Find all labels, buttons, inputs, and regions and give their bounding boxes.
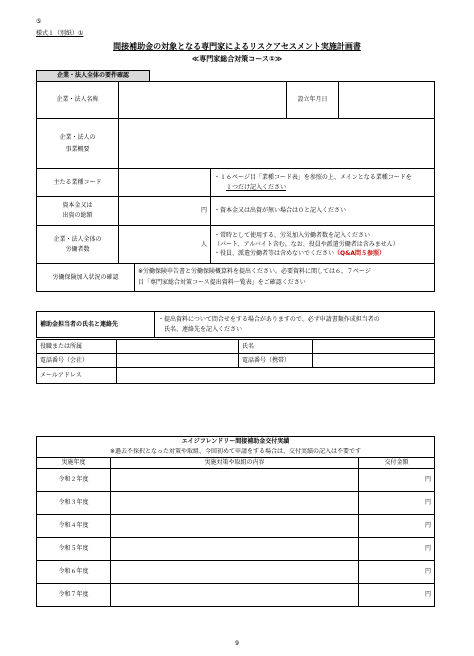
- phone-company-field[interactable]: [117, 354, 239, 368]
- row-amount-field[interactable]: 円: [359, 492, 435, 515]
- grant-history-table: [36, 436, 435, 607]
- industry-code-note: ・１６ページ目「業種コード表」を参照の上、メインとなる業種コードを １つだけ記入ください: [211, 169, 435, 197]
- qa-reference: （Q&A問５参照）: [334, 249, 385, 257]
- row-content-field[interactable]: [111, 515, 359, 538]
- industry-code-field[interactable]: [119, 169, 211, 197]
- contact-table: [36, 311, 435, 338]
- row-year: 令和７年度: [37, 584, 111, 607]
- workers-note: ・常時として使用する、労災加入労働者数を記入ください （パート、アルバイト含む。なお、役員や派遣労働者は含みません） ・役員、派遣労働者等は含めないでください（Q&A問５参照）: [211, 226, 435, 264]
- insurance-label: 労働保険加入状況の確認: [37, 264, 135, 292]
- workers-field[interactable]: [119, 226, 211, 264]
- row-content-field[interactable]: [111, 469, 359, 492]
- row-amount-field[interactable]: 円: [359, 538, 435, 561]
- workers-unit: 人: [200, 240, 207, 248]
- row-amount-field[interactable]: 円: [359, 515, 435, 538]
- contact-name-field[interactable]: [313, 340, 435, 354]
- row-content-field[interactable]: [111, 538, 359, 561]
- grant-history-note: ※過去不採択となった対策や取組、今回初めて申請をする場合は、交付実績の記入は不要です: [37, 448, 435, 458]
- phone-company-label: 電話番号（会社）: [37, 354, 117, 368]
- row-year: 令和５年度: [37, 538, 111, 561]
- col-amount-header: 交付金額: [359, 458, 435, 469]
- capital-note: ・資本金又は出資が無い場合は０と記入ください: [211, 197, 435, 226]
- section1-header: 企業・法人全体の要件確認: [36, 70, 150, 82]
- table-row: [37, 538, 435, 561]
- contact-details-table: [36, 339, 435, 384]
- company-name-label: 企業・法人名称: [37, 82, 119, 119]
- col-content-header: 実施対策や取組の内容: [111, 458, 359, 469]
- company-name-field[interactable]: [119, 82, 287, 119]
- capital-label: 資本金又は 出資の総額: [37, 197, 119, 226]
- contact-section-header: 補助金担当者の氏名と連絡先: [37, 312, 155, 338]
- business-overview-label: 企業・法人の 事業概要: [37, 119, 119, 169]
- insurance-note: ※労働保険申告書と労働保険概算料を提出ください。必要資料に関しては６，７ページ 目「専門家総合対策コース提出資料一覧表」をご確認ください: [135, 264, 435, 292]
- capital-unit: 円: [200, 207, 207, 214]
- row-content-field[interactable]: [111, 492, 359, 515]
- email-label: メールアドレス: [37, 368, 117, 384]
- row-content-field[interactable]: [111, 561, 359, 584]
- page-title: 間接補助金の対象となる専門家によるリスクアセスメント実施計画書: [113, 42, 361, 51]
- row-year: 令和２年度: [37, 469, 111, 492]
- row-amount-field[interactable]: 円: [359, 561, 435, 584]
- grant-history-title: エイジフレンドリー間接補助金交付実績: [37, 437, 435, 448]
- phone-mobile-label: 電話番号（携帯）: [239, 354, 313, 368]
- page-number: 9: [235, 640, 239, 647]
- dept-field[interactable]: [117, 340, 239, 354]
- row-year: 令和６年度: [37, 561, 111, 584]
- row-year: 令和４年度: [37, 515, 111, 538]
- email-field[interactable]: [117, 368, 435, 384]
- row-amount-field[interactable]: 円: [359, 584, 435, 607]
- workers-label: 企業・法人全体の 労働者数: [37, 226, 119, 264]
- dept-label: 役職または所属: [37, 340, 117, 354]
- industry-code-label: 主たる業種コード: [37, 169, 119, 197]
- circled-number: ⑤: [36, 18, 42, 25]
- form-label: 様式１（別紙）①: [36, 30, 84, 37]
- contact-section-note: ・提出資料について問合せをする場合がありますので、必ず申請書類作成担当者の 氏名、連絡先を記入ください: [155, 312, 435, 338]
- row-year: 令和３年度: [37, 492, 111, 515]
- phone-mobile-field[interactable]: [313, 354, 435, 368]
- established-label: 設立年月日: [287, 82, 339, 119]
- table-row: [37, 515, 435, 538]
- capital-field[interactable]: [119, 197, 211, 226]
- row-amount-field[interactable]: 円: [359, 469, 435, 492]
- company-requirements-table: [36, 81, 435, 292]
- table-row: [37, 469, 435, 492]
- row-content-field[interactable]: [111, 584, 359, 607]
- established-field[interactable]: [339, 82, 435, 119]
- table-row: [37, 561, 435, 584]
- table-row: [37, 492, 435, 515]
- page-subtitle: ≪専門家総合対策コース①≫: [191, 55, 283, 63]
- table-row: [37, 584, 435, 607]
- col-year-header: 実施年度: [37, 458, 111, 469]
- contact-name-label: 氏名: [239, 340, 313, 354]
- business-overview-field[interactable]: [119, 119, 435, 169]
